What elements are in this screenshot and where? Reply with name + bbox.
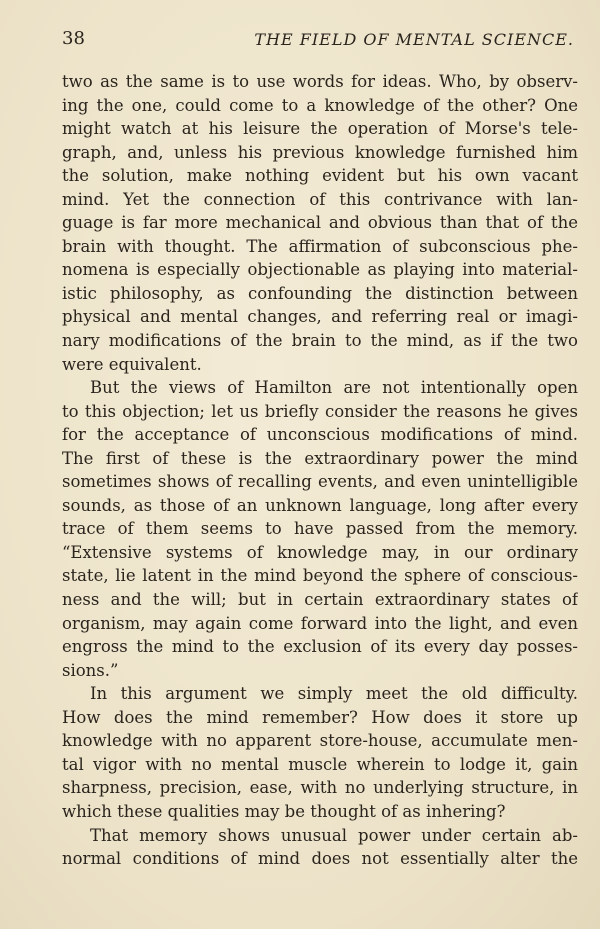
text-line: the solution, make nothing evident but his own vacant: [62, 166, 578, 186]
running-title: THE FIELD OF MENTAL SCIENCE.: [254, 30, 574, 49]
text-line: were equivalent.: [62, 354, 202, 374]
text-line: sions.”: [62, 660, 119, 680]
text-line: graph, and, unless his previous knowledge furnished him: [62, 142, 578, 162]
text-line: nary modifications of the brain to the mind, as if the two: [62, 331, 578, 351]
text-line: which these qualities may be thought of as inhering?: [62, 801, 506, 821]
text-line: two as the same is to use words for ideas. Who, by observ-: [62, 72, 578, 91]
text-line: guage is far more mechanical and obvious than that of the: [62, 213, 578, 233]
text-body: [62, 70, 578, 871]
text-line: nomena is especially objectionable as playing into material-: [62, 260, 578, 280]
text-line: organism, may again come forward into the light, and even: [62, 613, 578, 633]
text-line: engross the mind to the exclusion of its every day posses-: [62, 637, 578, 657]
text-line: mind. Yet the connection of this contrivance with lan-: [62, 189, 578, 209]
text-line: knowledge with no apparent store-house, accumulate men-: [62, 731, 578, 751]
text-line: to this objection; let us briefly consider the reasons he gives: [62, 401, 578, 421]
text-line: sharpness, precision, ease, with no underlying structure, in: [62, 778, 578, 798]
page-header: [62, 28, 578, 54]
page-number: 38: [62, 28, 85, 49]
text-line: trace of them seems to have passed from the memory.: [62, 519, 578, 539]
text-line: sometimes shows of recalling events, and even unintelligible: [62, 472, 578, 492]
text-line: state, lie latent in the mind beyond the sphere of conscious-: [62, 566, 578, 586]
paragraph-start-line: In this argument we simply meet the old difficulty.: [90, 684, 578, 704]
text-line: tal vigor with no mental muscle wherein to lodge it, gain: [62, 754, 578, 774]
paragraph-start-line: That memory shows unusual power under certain ab-: [90, 825, 578, 845]
text-line: normal conditions of mind does not essentially alter the: [62, 849, 578, 869]
text-line: sounds, as those of an unknown language, long after every: [62, 495, 578, 515]
text-line: “Extensive systems of knowledge may, in our ordinary: [62, 542, 578, 562]
text-line: istic philosophy, as confounding the distinction between: [62, 283, 578, 303]
text-line: physical and mental changes, and referring real or imagi-: [62, 307, 578, 327]
text-line: ing the one, could come to a knowledge of the other? One: [62, 95, 578, 115]
text-line: How does the mind remember? How does it store up: [62, 707, 578, 727]
paragraph-start-line: But the views of Hamilton are not intentionally open: [90, 378, 578, 398]
text-line: brain with thought. The affirmation of subconscious phe-: [62, 236, 578, 256]
text-line: might watch at his leisure the operation of Morse's tele-: [62, 119, 578, 139]
text-line: for the acceptance of unconscious modifications of mind.: [62, 425, 578, 445]
text-line: ness and the will; but in certain extraordinary states of: [62, 590, 578, 610]
text-line: The first of these is the extraordinary power the mind: [62, 448, 578, 468]
